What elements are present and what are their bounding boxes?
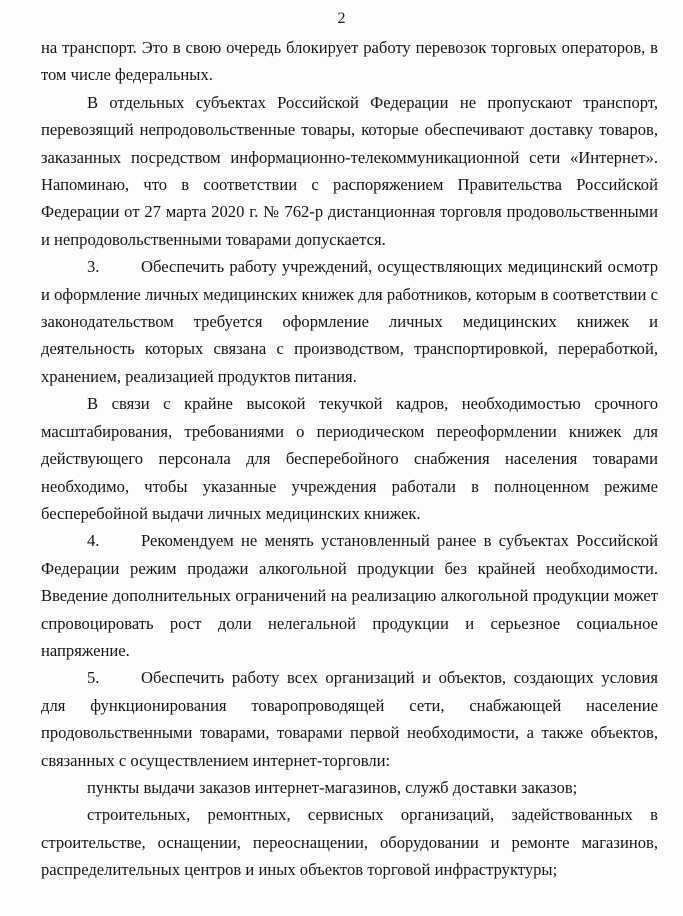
item-text: Обеспечить работу учреждений, осуществляющих медицинский осмотр и оформление личных медицинских книжек для работников, которым в соответствии с законодательством требуется оформление личных медицинских книжек и деятельность которых связана с производством, транспортировкой, переработкой, хранением, реализацией продуктов питания. <box>41 257 658 386</box>
numbered-item-3 <box>41 253 658 390</box>
paragraph: В отдельных субъектах Российской Федерации не пропускают транспорт, перевозящий непродовольственные товары, которые обеспечивают доставку товаров, заказанных посредством информационно-телекоммуникационной сети «Интернет». Напоминаю, что в соответствии с распоряжением Правительства Российской Федерации от 27 марта 2020 г. № 762-р дистанционная торговля продовольственными и непродовольственными товарами допускается. <box>41 92 658 249</box>
document-body <box>41 34 658 884</box>
item-number: 4. <box>87 531 100 551</box>
item-text: Обеспечить работу всех организаций и объектов, создающих условия для функционирования товаропроводящей сети, снабжающей население продовольственными товарами, товарами первой необходимости, а также объектов, связанных с осуществлением интернет-торговли: <box>41 668 658 770</box>
item-number: 5. <box>87 668 100 688</box>
page-number: 2 <box>337 10 346 27</box>
item-text: Рекомендуем не менять установленный ранее в субъектах Российской Федерации режим продажи алкогольной продукции без крайней необходимости. Введение дополнительных ограничений на реализацию алкогольной продукции может спровоцировать рост доли нелегальной продукции и серьезное социальное напряжение. <box>41 531 658 660</box>
list-paragraph: строительных, ремонтных, сервисных организаций, задействованных в строительстве, оснащении, переоснащении, оборудовании и ремонте магазинов, распределительных центров и иных объектов торговой инфраструктуры; <box>41 805 658 880</box>
list-paragraph: пункты выдачи заказов интернет-магазинов, служб доставки заказов; <box>87 777 578 797</box>
numbered-item-4 <box>41 527 658 664</box>
paragraph-continuation: на транспорт. Это в свою очередь блокирует работу перевозок торговых операторов, в том числе федеральных. <box>41 38 658 85</box>
numbered-item-5 <box>41 664 658 774</box>
paragraph: В связи с крайне высокой текучкой кадров, необходимостью срочного масштабирования, требованиями о периодическом переоформлении книжек для действующего персонала для бесперебойного снабжения населения товарами необходимо, чтобы указанные учреждения работали в полноценном режиме бесперебойной выдачи личных медицинских книжек. <box>41 394 658 523</box>
item-number: 3. <box>87 257 100 277</box>
